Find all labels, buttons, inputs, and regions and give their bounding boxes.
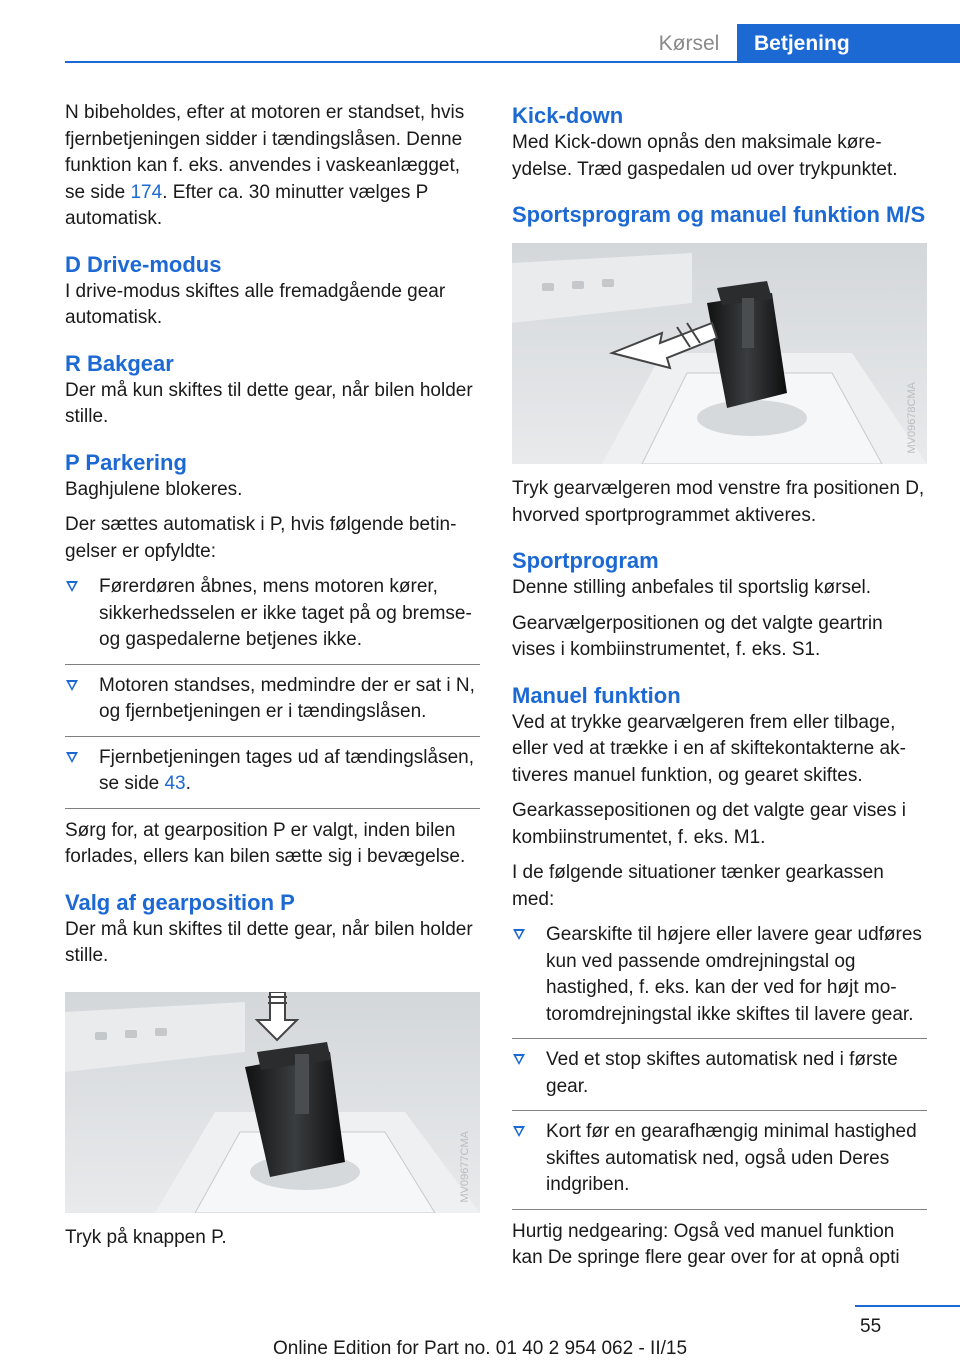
list-item-text: Førerdøren åbnes, mens motoren kører, sikkerhedsselen er ikke taget på og bremse- og gaspedalerne betjenes ikke. [99,576,472,650]
list-item-text: Motoren standses, medmindre der er sat i N, og fjernbetjeningen er i tændingslåsen. [99,674,475,722]
park-paragraph-1: Baghjulene blokeres. [65,478,243,500]
page-link-174[interactable]: 174 [130,181,163,203]
sport-paragraph-1: Denne stilling anbefales til sportslig kørsel. [512,577,872,598]
hurtig-paragraph: Hurtig nedgearing: Også ved manuel funktion kan De springe flere gear over for at opnå opti [512,1220,900,1268]
manual-paragraph-3: I de følgende situationer tænker gearkassen med: [512,862,884,910]
sport-figure-text: Tryk gearvælgeren mod venstre fra positionen D, hvorved sportprogrammet aktiveres. [512,478,925,526]
intro-paragraph [65,100,480,233]
select-p-paragraph: Der må kun skiftes til dette gear, når bilen holder stille. [65,918,473,966]
park-paragraph-2: Der sættes automatisk i P, hvis følgende betingelser er opfyldte: [65,514,457,562]
gear-selector-p-illustration [65,992,480,1213]
bullet-triangle-icon [513,1126,525,1137]
page-link-43[interactable]: 43 [164,773,186,794]
reverse-paragraph: Der må kun skiftes til dette gear, når bilen holder stille. [65,379,473,427]
page-number: 55 [860,1316,882,1337]
park-conditions-list [65,574,480,809]
bullet-triangle-icon [66,581,78,592]
figure-code: MV09677CMA [458,1130,471,1203]
bullet-triangle-icon [513,1054,525,1065]
bullet-triangle-icon [513,929,525,940]
list-item [65,673,480,737]
left-column [65,100,480,1260]
list-item [512,1119,927,1210]
manual-paragraph-2: Gearkassepositionen og det valgte gear vises i kombiinstrumentet, f. eks. M1. [512,800,906,848]
heading-kickdown: Kick-down [512,103,624,128]
intro-text-end: . Efter ca. 30 minutter vælges P automatisk. [65,181,428,229]
intro-text: N bibeholdes, efter at motoren er standset, hvis fjernbetjeningen sidder i tændingslåsen. Denne funktion kan f. eks. anvendes i vaskeanlægget, se side [65,102,465,203]
gear-selector-sport-illustration [512,243,927,464]
header-rule [65,61,960,63]
footer-rule [855,1305,960,1307]
heading-sport: Sportprogram [512,548,659,573]
figure-code: MV09678CMA [905,382,918,454]
list-item [512,1047,927,1111]
right-column [512,100,927,1281]
list-item-text: Kort før en gearafhængig minimal hastighed skiftes automatisk ned, også uden Deres indgriben. [546,1121,917,1195]
list-item-text: Fjernbetjeningen tages ud af tændingslåsen, se side [99,746,474,794]
heading-park: P Parkering [65,449,187,475]
list-item [512,922,927,1039]
tab-betjening[interactable]: Betjening [737,24,960,63]
figure-caption: Tryk på knappen P. [65,1226,227,1248]
manual-paragraph-1: Ved at trykke gearvælgeren frem eller tilbage, eller ved at trække i en af skiftekontakterne aktiveres manuel funktion, og gearet skiftes. [512,711,906,786]
list-item-text: Ved et stop skiftes automatisk ned i første gear. [546,1049,898,1097]
gear-selector-figure-sport [512,243,927,464]
list-item [65,574,480,665]
heading-select-p: Valg af gearposition P [65,889,295,915]
edition-footer: Online Edition for Part no. 01 40 2 954 062 - II/15 [272,1338,688,1359]
heading-drive: D Drive-modus [65,251,222,277]
kickdown-paragraph: Med Kick-down opnås den maksimale køreydelse. Træd gaspedalen ud over trykpunktet. [512,132,898,180]
heading-manual: Manuel funktion [512,682,681,708]
heading-sport-manual: Sportsprogram og manuel funktion M/S [512,202,926,227]
bullet-triangle-icon [66,680,78,691]
list-item-text: Gearskifte til højere eller lavere gear udføres kun ved passende omdrejningstal og hastighed, f. eks. kan der ved for højt motoromdrejningstal ikke skiftes til lavere gear. [546,924,922,1025]
drive-paragraph: I drive-modus skiftes alle fremadgående gear automatisk. [65,280,446,328]
heading-reverse: R Bakgear [65,350,174,376]
list-item-text-end: . [185,773,191,794]
list-item [65,745,480,809]
bullet-triangle-icon [66,752,78,763]
park-paragraph-3: Sørg for, at gearposition P er valgt, inden bilen forlades, ellers kan bilen sætte sig i bevægelse. [65,819,466,867]
sport-paragraph-2: Gearvælgerpositionen og det valgte geartrin vises i kombiinstrumentet, f. eks. S1. [512,612,883,660]
tab-korsel[interactable]: Kørsel [658,32,720,55]
manual-situations-list [512,922,927,1210]
gear-selector-figure-p [65,992,480,1213]
